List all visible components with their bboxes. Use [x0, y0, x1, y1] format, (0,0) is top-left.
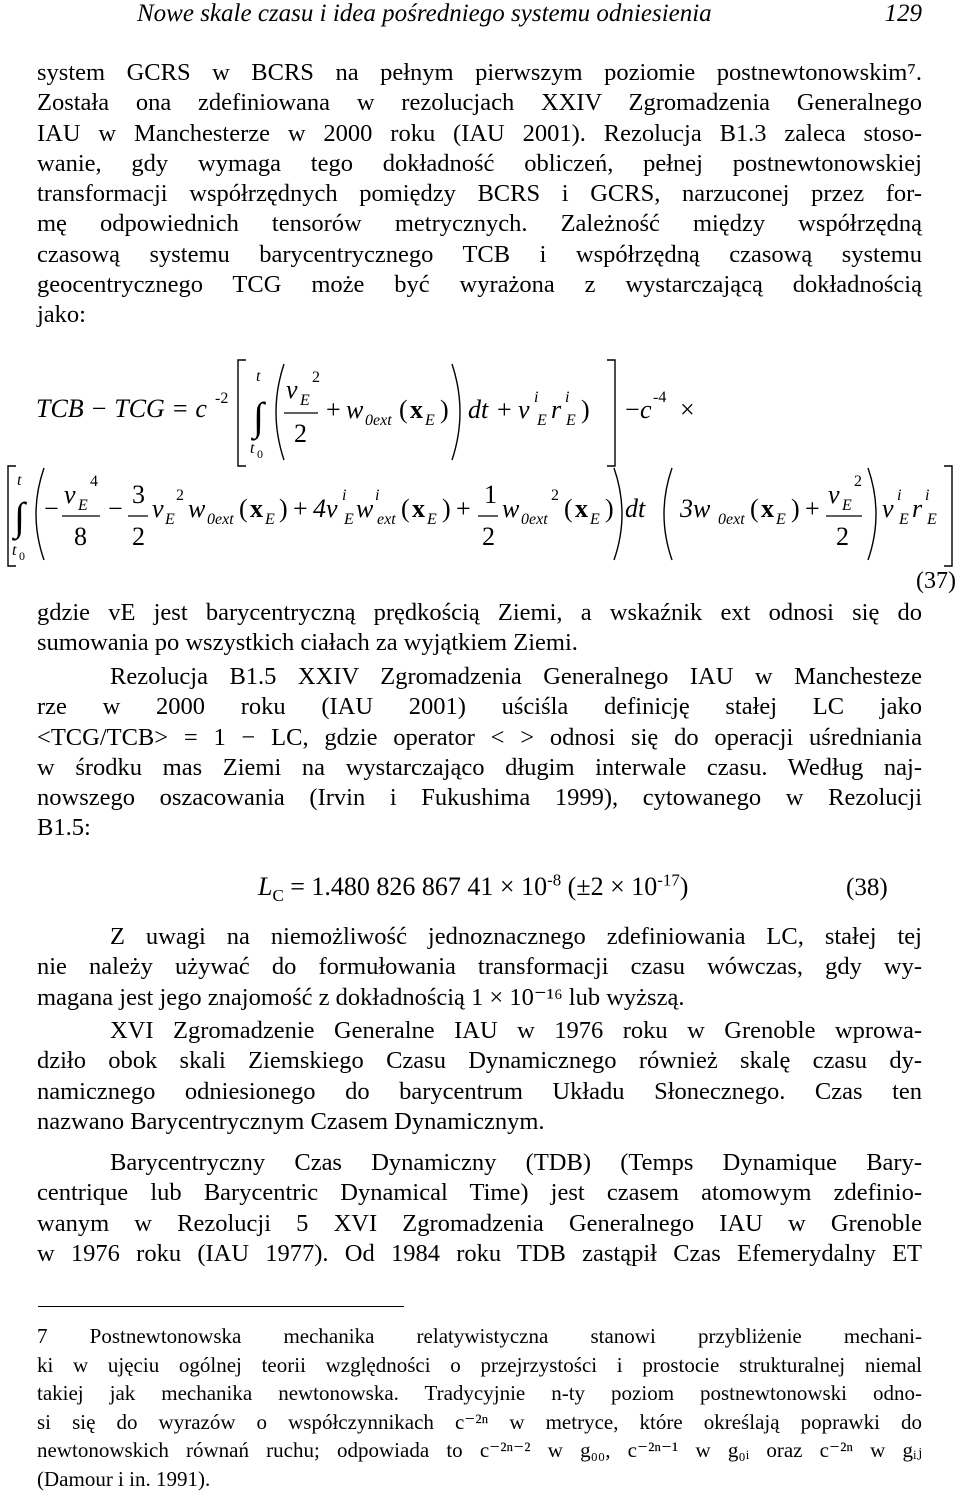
- eq-sub: E: [300, 392, 310, 409]
- eq-num: 2: [482, 522, 495, 551]
- eq38-sub: C: [272, 886, 284, 906]
- equation-38: [258, 870, 689, 906]
- eq-num: 2: [132, 522, 145, 551]
- text-line: jako:: [37, 301, 86, 329]
- eq-w: w: [502, 494, 520, 523]
- text-line: mę odpowiednich tensorów metrycznych. Zależność między współrzędną: [37, 210, 922, 238]
- eq38-close: ): [679, 872, 689, 901]
- eq-limit-upper: t: [17, 472, 22, 489]
- eq-sub: E: [842, 497, 852, 514]
- eq-lhs: TCB − TCG = c: [36, 394, 207, 423]
- eq-x: x: [761, 494, 774, 523]
- eq-num: 1: [484, 480, 497, 509]
- text-line: w 1976 roku (IAU 1977). Od 1984 roku TDB zastąpił Czas Efemerydalny ET: [37, 1239, 922, 1267]
- footnote-separator: [38, 1306, 404, 1307]
- eq-sub: E: [566, 412, 576, 429]
- eq-num: 2: [294, 419, 307, 448]
- eq-op: −: [44, 494, 59, 523]
- text-line: Z uwagi na niemożliwość jednoznacznego zdefiniowania LC, stałej tej: [110, 923, 922, 950]
- eq-paren: (: [564, 494, 573, 523]
- eq-v: v: [152, 494, 164, 523]
- footnote-line: si się do wyrazów o współczynnikach c⁻²ⁿ w metryce, które określają poprawki do: [37, 1409, 922, 1434]
- eq-term: 4v: [313, 494, 338, 523]
- eq-limit-upper: t: [256, 368, 261, 385]
- eq-op: −: [108, 494, 123, 523]
- paren-open: [664, 468, 672, 560]
- eq-op: +: [497, 395, 512, 424]
- text-line: rze w 2000 roku (IAU 2001) uściśla definicję stałej LC jako: [37, 693, 922, 721]
- eq38-error: (±2 × 10: [561, 872, 658, 901]
- eq-paren: (: [239, 494, 248, 523]
- eq-sub: E: [927, 511, 937, 528]
- eq-sup: i: [897, 487, 902, 504]
- eq-num: 2: [836, 522, 849, 551]
- paragraph-definition: [37, 598, 922, 659]
- eq-dt: dt: [468, 395, 489, 424]
- eq-times: ×: [680, 395, 695, 424]
- eq-exp: -4: [653, 389, 667, 406]
- text-line: XVI Zgromadzenie Generalne IAU w 1976 roku w Grenoble wprowa-: [110, 1017, 922, 1044]
- eq38-exp: -8: [547, 870, 562, 890]
- eq-term: 3w: [680, 494, 711, 523]
- text-line: nie należy używać do formułowania transformacji czasu wówczas, gdy wy-: [37, 953, 922, 981]
- text-line: system GCRS w BCRS na pełnym pierwszym poziomie postnewtonowskim⁷.: [37, 59, 922, 86]
- eq-v: v: [828, 480, 840, 509]
- paragraph-xvi-assembly: [37, 1016, 922, 1137]
- integral-sign: ∫: [253, 394, 264, 439]
- eq-w: w: [346, 395, 364, 424]
- eq-paren: (: [401, 494, 410, 523]
- footnote-line: newtonowskich równań ruchu; odpowiada to c⁻²ⁿ⁻² w g₀₀, c⁻²ⁿ⁻¹ w g₀ᵢ oraz c⁻²ⁿ w gᵢⱼ: [37, 1438, 922, 1462]
- eq-limit-lower: t: [250, 440, 255, 457]
- text-line: <TCG/TCB> = 1 − LC, gdzie operator < > odnosi się do operacji uśredniania: [37, 723, 922, 751]
- eq-dt: dt: [625, 494, 646, 523]
- eq-sub: 0ext: [718, 511, 745, 528]
- text-line: dziło obok skali Ziemskiego Czasu Dynamicznego również skalę czasu dy-: [37, 1047, 922, 1075]
- text-line: nazwano Barycentrycznym Czasem Dynamicznym.: [37, 1107, 545, 1135]
- text-line: B1.5:: [37, 814, 91, 842]
- text-line: IAU w Manchesterze w 2000 roku (IAU 2001). Rezolucja B1.3 zaleca stoso-: [37, 119, 922, 147]
- eq-w: w: [188, 494, 206, 523]
- eq-x: x: [250, 494, 263, 523]
- eq-sub: E: [537, 412, 547, 429]
- paren-open: [276, 364, 284, 460]
- eq-exp: 2: [854, 473, 862, 490]
- paren-open: [36, 468, 44, 560]
- eq-sub: E: [265, 511, 275, 528]
- text-line: geocentrycznego TCG może być wyrażona z wystarczającą dokładnością: [37, 271, 922, 299]
- eq-exp: 2: [551, 487, 559, 504]
- paragraph-resolution-b15: [37, 662, 922, 844]
- eq-paren: ): [279, 494, 288, 523]
- eq-w: w: [356, 494, 374, 523]
- eq-op: +: [456, 494, 471, 523]
- eq-sub: ext: [377, 511, 396, 528]
- text-line: wanym w Rezolucji 5 XVI Zgromadzenia Generalnego IAU w Grenoble: [37, 1209, 922, 1237]
- page-number: 129: [884, 0, 922, 27]
- equation-number-38: (38): [846, 874, 888, 901]
- bracket-close: [607, 360, 615, 466]
- text-line: magana jest jego znajomość z dokładnością 1 × 10⁻¹⁶ lub wyższą.: [37, 983, 685, 1011]
- eq-sub: E: [344, 511, 354, 528]
- eq-num: 8: [74, 522, 87, 551]
- text-line: transformacji współrzędnych pomiędzy BCRS i GCRS, narzuconej przez for-: [37, 180, 922, 208]
- eq-sub: 0ext: [365, 412, 392, 429]
- running-title: Nowe skale czasu i idea pośredniego systemu odniesienia: [137, 0, 712, 27]
- eq-sub: E: [427, 511, 437, 528]
- eq-sub: E: [590, 511, 600, 528]
- paren-close: [614, 468, 622, 560]
- eq-x: x: [575, 494, 588, 523]
- eq-sub: 0ext: [521, 511, 548, 528]
- eq-limit-lower: t: [12, 542, 17, 559]
- eq-r: r: [912, 494, 923, 523]
- text-line: centrique lub Barycentric Dynamical Time) jest czasem atomowym zdefinio-: [37, 1179, 922, 1207]
- eq-exp: 2: [176, 487, 184, 504]
- eq-limit-sub: 0: [19, 549, 25, 563]
- eq-paren: (: [750, 494, 759, 523]
- eq-op: +: [293, 494, 308, 523]
- eq-x: x: [412, 494, 425, 523]
- eq-r: r: [551, 395, 562, 424]
- eq-paren: ): [442, 494, 451, 523]
- eq-limit-sub: 0: [257, 447, 263, 461]
- eq38-exp: -17: [657, 870, 680, 890]
- eq-op: +: [805, 494, 820, 523]
- eq-exp: -2: [215, 390, 229, 407]
- text-line: Została ona zdefiniowana w rezolucjach XXIV Zgromadzenia Generalnego: [37, 89, 922, 117]
- eq-v: v: [286, 375, 298, 404]
- eq-sub: E: [165, 511, 175, 528]
- text-line: czasową systemu barycentrycznego TCB i współrzędną czasową systemu: [37, 240, 922, 268]
- paragraph-tdb: [37, 1148, 922, 1269]
- eq-v: v: [64, 480, 76, 509]
- eq38-value: = 1.480 826 867 41 × 10: [283, 872, 548, 901]
- text-line: w środku mas Ziemi na wystarczająco długim interwale czasu. Według naj-: [37, 753, 922, 781]
- eq-paren: ): [581, 395, 590, 424]
- eq-sub: E: [78, 497, 88, 514]
- text-line: nowszego oszacowania (Irvin i Fukushima 1999), cytowanego w Rezolucji: [37, 784, 922, 812]
- eq-paren: ): [440, 395, 449, 424]
- eq-v: v: [518, 395, 530, 424]
- eq-sub: E: [899, 511, 909, 528]
- eq-paren: ): [791, 494, 800, 523]
- eq-op: −: [625, 395, 640, 424]
- eq-sup: i: [534, 389, 539, 406]
- eq-sub: E: [425, 412, 435, 429]
- eq-c: c: [640, 395, 652, 424]
- text-line: gdzie vE jest barycentryczną prędkością Ziemi, a wskaźnik ext odnosi się do: [37, 599, 922, 626]
- bracket-open: [238, 360, 246, 466]
- footnote-line: takiej jak mechanika newtonowska. Tradycyjnie n-ty poziom postnewtonowski odno-: [37, 1381, 922, 1405]
- integral-sign: ∫: [14, 494, 25, 539]
- equation-37: [0, 0, 960, 620]
- footnote-7: [37, 1322, 922, 1493]
- eq-paren: (: [399, 395, 408, 424]
- text-line: namicznego odniesionego do barycentrum Układu Słonecznego. Czas ten: [37, 1077, 922, 1105]
- eq-paren: ): [605, 494, 614, 523]
- footnote-line: (Damour i in. 1991).: [37, 1466, 211, 1491]
- eq38-L: L: [258, 872, 273, 901]
- paren-close: [452, 364, 460, 460]
- paren-close: [868, 468, 876, 560]
- text-line: Rezolucja B1.5 XXIV Zgromadzenia Generalnego IAU w Manchesteze: [110, 663, 922, 690]
- eq-exp: 4: [90, 473, 98, 490]
- bracket-close: [944, 466, 952, 566]
- eq-num: 3: [132, 480, 145, 509]
- text-line: sumowania po wszystkich ciałach za wyjątkiem Ziemi.: [37, 629, 578, 657]
- eq-v: v: [882, 494, 894, 523]
- text-line: Barycentryczny Czas Dynamiczny (TDB) (Temps Dynamique Bary-: [110, 1149, 922, 1176]
- equation-number-37: (37): [916, 568, 956, 594]
- eq-sub: 0ext: [207, 511, 234, 528]
- eq-sup: i: [925, 487, 930, 504]
- eq-sup: i: [342, 487, 347, 504]
- eq-exp: 2: [312, 369, 320, 386]
- paragraph-lc-note: [37, 922, 922, 1013]
- footnote-line: 7 Postnewtonowska mechanika relatywistyczna stanowi przybliżenie mechani-: [37, 1324, 922, 1348]
- eq-x: x: [410, 395, 423, 424]
- eq-sup: i: [375, 487, 380, 504]
- text-line: wanie, gdy wymaga tego dokładność obliczeń, pełnej postnewtonowskiej: [37, 149, 922, 177]
- eq-op: +: [326, 395, 341, 424]
- eq-sup: i: [565, 389, 570, 406]
- footnote-line: ki w ujęciu ogólnej teorii względności o przejrzystości i prostocie strukturalnej niemal: [37, 1352, 922, 1377]
- eq-sub: E: [776, 511, 786, 528]
